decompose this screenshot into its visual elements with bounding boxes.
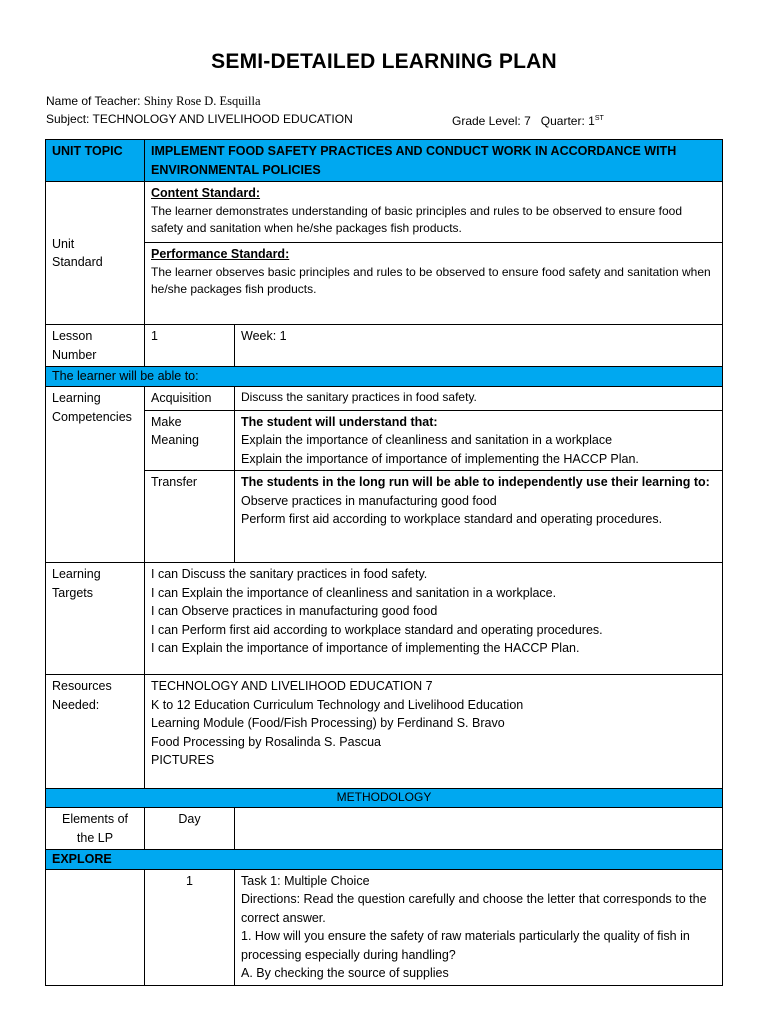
competencies-label: Learning Competencies xyxy=(46,387,145,563)
transfer-item: Observe practices in manufacturing good food xyxy=(241,493,497,508)
elements-label: Elements of the LP xyxy=(46,808,145,850)
acquisition-row xyxy=(46,387,723,411)
content-standard-heading: Content Standard: xyxy=(151,186,261,200)
elements-row xyxy=(46,808,723,850)
teacher-name: Shiny Rose D. Esquilla xyxy=(143,94,261,108)
lesson-week: Week: 1 xyxy=(235,325,723,367)
page-title: SEMI-DETAILED LEARNING PLAN xyxy=(211,50,557,73)
task-row xyxy=(46,869,723,985)
resource-item: TECHNOLOGY AND LIVELIHOOD EDUCATION 7 xyxy=(151,679,433,693)
unit-standard-row-performance xyxy=(46,243,723,325)
lesson-number: 1 xyxy=(145,325,235,367)
resource-item: K to 12 Education Curriculum Technology and Livelihood Education xyxy=(151,697,524,712)
target-item: I can Perform first aid according to workplace standard and operating procedures. xyxy=(151,622,603,637)
unit-standard-label: Unit Standard xyxy=(46,182,145,325)
acquisition-label: Acquisition xyxy=(145,387,235,411)
task-cell xyxy=(235,869,723,985)
teacher-line xyxy=(46,93,261,109)
task-directions: Directions: Read the question carefully and choose the letter that corresponds to the correct answer. xyxy=(241,892,707,925)
lesson-row xyxy=(46,325,723,367)
unit-topic-label: UNIT TOPIC xyxy=(46,140,145,182)
targets-label: Learning Targets xyxy=(46,563,145,675)
make-meaning-row xyxy=(46,410,723,471)
resource-item: Food Processing by Rosalinda S. Pascua xyxy=(151,734,381,749)
transfer-label: Transfer xyxy=(145,471,235,563)
resources-cell xyxy=(145,675,723,789)
target-item: I can Discuss the sanitary practices in food safety. xyxy=(151,567,428,581)
methodology-banner-row xyxy=(46,789,723,808)
explore-banner: EXPLORE xyxy=(46,850,723,870)
make-meaning-item: Explain the importance of importance of implementing the HACCP Plan. xyxy=(241,451,639,466)
grade-quarter xyxy=(452,111,604,129)
explore-row xyxy=(46,850,723,870)
content-standard-text: The learner demonstrates understanding of basic principles and rules to be observed to ensure food safety and sanitation when he/she packages fish products. xyxy=(151,203,682,235)
task-question: 1. How will you ensure the safety of raw materials particularly the quality of fish in processing especially during handling? xyxy=(241,929,690,962)
unit-topic-row xyxy=(46,140,723,182)
day-label: Day xyxy=(145,808,235,850)
performance-standard-cell xyxy=(145,243,723,325)
methodology-banner: METHODOLOGY xyxy=(46,789,723,808)
learner-banner: The learner will be able to: xyxy=(46,367,723,387)
target-item: I can Observe practices in manufacturing good food xyxy=(151,604,438,618)
teacher-label: Name of Teacher: xyxy=(46,94,141,108)
subject-label: Subject: xyxy=(46,112,90,126)
quarter-label: Quarter: xyxy=(540,114,585,128)
transfer-heading: The students in the long run will be able to independently use their learning to: xyxy=(241,475,710,489)
unit-standard-row-content xyxy=(46,182,723,243)
targets-row xyxy=(46,563,723,675)
grade-value: 7 xyxy=(524,114,531,128)
lesson-label: Lesson Number xyxy=(46,325,145,367)
quarter-value: 1 xyxy=(588,114,595,128)
task-title: Task 1: Multiple Choice xyxy=(241,873,370,888)
resource-item: PICTURES xyxy=(151,753,215,767)
resources-row xyxy=(46,675,723,789)
make-meaning-label: Make Meaning xyxy=(145,410,235,471)
subject-value: TECHNOLOGY AND LIVELIHOOD EDUCATION xyxy=(92,112,353,126)
target-item: I can Explain the importance of importance of implementing the HACCP Plan. xyxy=(151,641,580,655)
task-empty-cell xyxy=(46,869,145,985)
task-option-a: A. By checking the source of supplies xyxy=(241,966,449,980)
subject-line xyxy=(46,111,353,127)
content-standard-cell xyxy=(145,182,723,243)
transfer-item: Perform first aid according to workplace standard and operating procedures. xyxy=(241,512,663,526)
performance-standard-text: The learner observes basic principles and rules to be observed to ensure food safety and sanitation when he/she packages fish products. xyxy=(151,264,711,296)
quarter-suffix: ST xyxy=(594,115,604,122)
learner-banner-row xyxy=(46,367,723,387)
make-meaning-item: Explain the importance of cleanliness and sanitation in a workplace xyxy=(241,433,613,447)
elements-empty-cell xyxy=(235,808,723,850)
resource-item: Learning Module (Food/Fish Processing) by Ferdinand S. Bravo xyxy=(151,716,505,730)
acquisition-text: Discuss the sanitary practices in food safety. xyxy=(235,387,723,411)
transfer-row xyxy=(46,471,723,563)
grade-label: Grade Level: xyxy=(452,114,521,128)
make-meaning-heading: The student will understand that: xyxy=(241,414,438,429)
make-meaning-cell xyxy=(235,410,723,471)
targets-cell xyxy=(145,563,723,675)
performance-standard-heading: Performance Standard: xyxy=(151,247,290,261)
target-item: I can Explain the importance of cleanliness and sanitation in a workplace. xyxy=(151,585,557,600)
task-day-number: 1 xyxy=(145,869,235,985)
unit-topic-value: IMPLEMENT FOOD SAFETY PRACTICES AND CONDUCT WORK IN ACCORDANCE WITH ENVIRONMENTAL POLICIES xyxy=(145,140,723,182)
transfer-cell xyxy=(235,471,723,563)
learning-plan-table xyxy=(45,139,723,986)
resources-label: Resources Needed: xyxy=(46,675,145,789)
